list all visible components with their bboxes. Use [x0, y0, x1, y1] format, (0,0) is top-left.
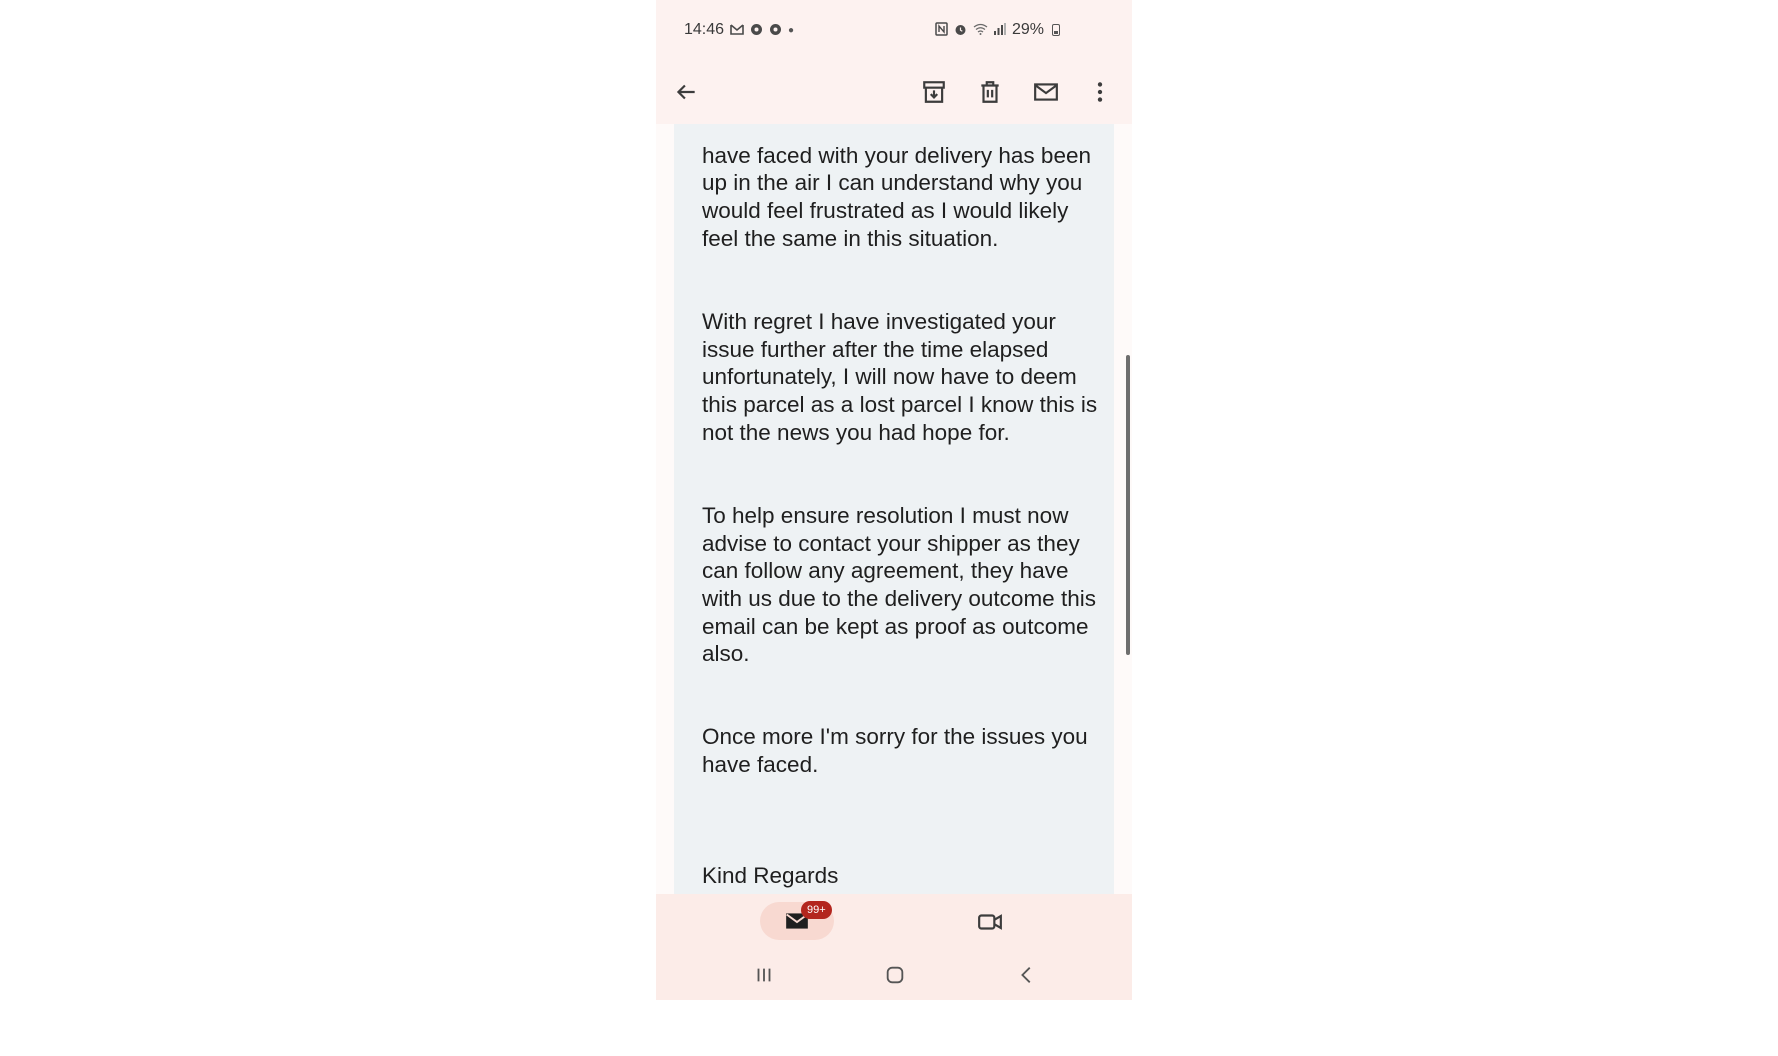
archive-icon — [921, 79, 947, 105]
status-left — [684, 21, 794, 39]
home-icon — [884, 964, 906, 986]
back-arrow-icon — [673, 79, 699, 105]
game-icon — [769, 23, 782, 38]
video-icon — [977, 909, 1003, 935]
bottom-navigation — [656, 894, 1132, 950]
scrollbar[interactable] — [1126, 355, 1130, 655]
signal-icon — [994, 23, 1006, 37]
chevron-left-icon — [1016, 964, 1038, 986]
battery-percent: 29% — [1011, 21, 1044, 38]
wifi-icon — [973, 23, 988, 37]
phone-screen — [656, 0, 1132, 1000]
gmail-icon — [730, 23, 744, 37]
home-button[interactable] — [880, 960, 910, 990]
status-time: 14:46 — [684, 21, 725, 38]
content-margin-left — [656, 124, 674, 894]
archive-button[interactable] — [914, 72, 954, 112]
status-right — [935, 21, 1060, 39]
more-options-button[interactable] — [1080, 72, 1120, 112]
nav-meet-tab[interactable] — [972, 904, 1008, 940]
email-paragraph: With regret I have investigated your issue further after the time elapsed unfortunately, I will now have to deem this parcel as a lost parcel I know this is not the news you had hope for. — [702, 308, 1098, 445]
notification-dot-icon: ● — [788, 24, 795, 36]
nfc-icon — [935, 22, 948, 38]
battery-icon — [1052, 24, 1060, 36]
recents-icon — [753, 964, 775, 986]
unread-count-badge: 99+ — [801, 901, 832, 919]
delete-button[interactable] — [970, 72, 1010, 112]
email-body[interactable] — [674, 124, 1114, 894]
system-back-button[interactable] — [1012, 960, 1042, 990]
email-paragraph: Once more I'm sorry for the issues you have faced. — [702, 724, 1088, 778]
alarm-icon — [954, 23, 967, 38]
back-button[interactable] — [666, 72, 706, 112]
signoff-text: Kind Regards — [702, 862, 839, 888]
email-paragraph: To help ensure resolution I must now advise to contact your shipper as they can follow any agreement, they have with us due to the delivery outcome this email can be kept as proof as outcome also. — [702, 502, 1096, 667]
email-paragraph: have faced with your delivery has been up in the air I can understand why you would feel frustrated as I would likely feel the same in this situation. — [702, 142, 1091, 251]
system-navigation-bar — [656, 950, 1132, 1000]
game-icon — [750, 23, 763, 38]
mark-unread-button[interactable] — [1026, 72, 1066, 112]
mark-unread-icon — [1033, 79, 1059, 105]
more-vert-icon — [1087, 79, 1113, 105]
status-bar — [656, 0, 1132, 60]
recent-apps-button[interactable] — [749, 960, 779, 990]
delete-icon — [977, 79, 1003, 105]
